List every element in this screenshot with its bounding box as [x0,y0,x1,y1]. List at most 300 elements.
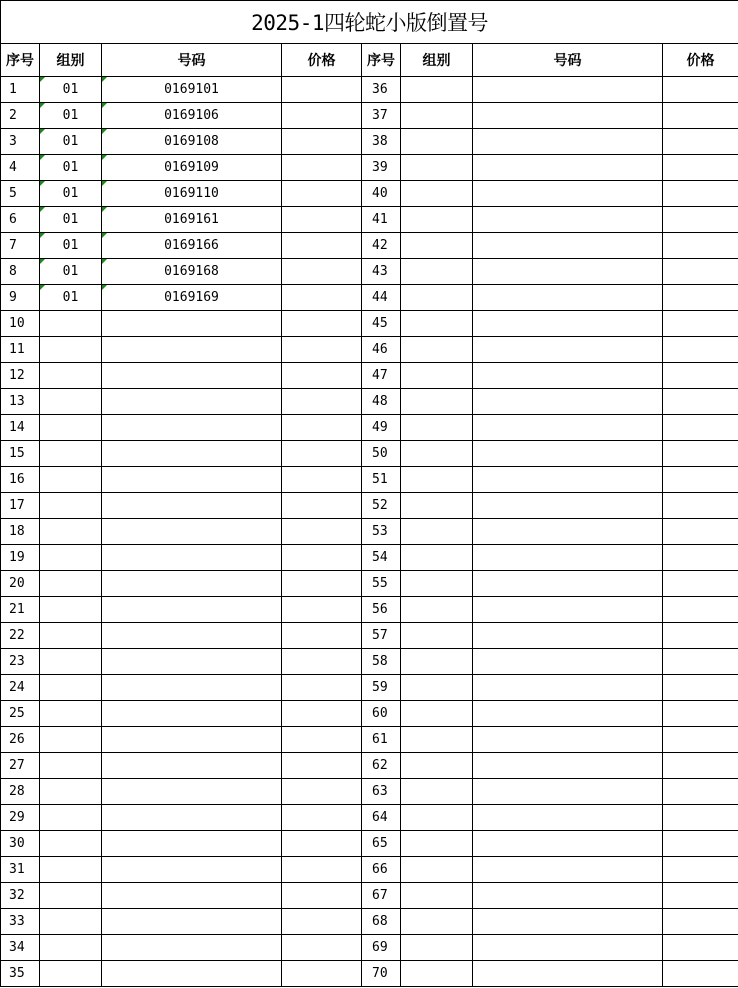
cell-seq[interactable]: 2 [1,103,40,129]
cell-number[interactable]: 0169109 [102,155,282,181]
cell-seq-right[interactable]: 62 [362,753,401,779]
cell-group[interactable] [40,467,102,493]
cell-price[interactable] [282,831,362,857]
cell-seq-right[interactable]: 70 [362,961,401,987]
cell-group-right[interactable] [401,623,473,649]
cell-number-right[interactable] [473,805,663,831]
cell-seq-right[interactable]: 59 [362,675,401,701]
cell-seq-right[interactable]: 54 [362,545,401,571]
title-row [1,1,738,44]
cell-price-right[interactable] [663,961,738,987]
cell-seq[interactable]: 8 [1,259,40,285]
cell-group[interactable]: 01 [40,77,102,103]
cell-number-right[interactable] [473,883,663,909]
cell-price-right[interactable] [663,441,738,467]
cell-number[interactable]: 0169169 [102,285,282,311]
table-row [1,597,738,623]
cell-price-right[interactable] [663,103,738,129]
cell-price[interactable] [282,415,362,441]
cell-group[interactable] [40,961,102,987]
cell-price-right[interactable] [663,805,738,831]
cell-group[interactable] [40,493,102,519]
cell-group[interactable]: 01 [40,155,102,181]
cell-price[interactable] [282,259,362,285]
cell-group-right[interactable] [401,415,473,441]
cell-number[interactable] [102,519,282,545]
header-price-right[interactable]: 价格 [663,44,738,77]
cell-price[interactable] [282,779,362,805]
cell-price-right[interactable] [663,649,738,675]
cell-seq-right[interactable]: 66 [362,857,401,883]
cell-number-right[interactable] [473,207,663,233]
cell-seq-right[interactable]: 53 [362,519,401,545]
table-row [1,831,738,857]
cell-group-right[interactable] [401,935,473,961]
table-row [1,779,738,805]
cell-seq[interactable]: 26 [1,727,40,753]
cell-group[interactable] [40,337,102,363]
cell-seq[interactable]: 17 [1,493,40,519]
cell-price-right[interactable] [663,155,738,181]
cell-group[interactable] [40,857,102,883]
cell-seq-right[interactable]: 40 [362,181,401,207]
cell-number-right[interactable] [473,831,663,857]
header-number-right[interactable]: 号码 [473,44,663,77]
cell-number-right[interactable] [473,103,663,129]
cell-seq-right[interactable]: 41 [362,207,401,233]
cell-number-right[interactable] [473,233,663,259]
cell-group[interactable] [40,571,102,597]
cell-seq[interactable]: 23 [1,649,40,675]
cell-price-right[interactable] [663,519,738,545]
cell-number-right[interactable] [473,779,663,805]
cell-number-right[interactable] [473,311,663,337]
cell-group-right[interactable] [401,545,473,571]
cell-group[interactable] [40,311,102,337]
cell-number-right[interactable] [473,285,663,311]
cell-price[interactable] [282,727,362,753]
cell-price[interactable] [282,753,362,779]
cell-seq-right[interactable]: 43 [362,259,401,285]
cell-number[interactable] [102,701,282,727]
cell-group[interactable] [40,779,102,805]
cell-price[interactable] [282,493,362,519]
cell-number[interactable] [102,571,282,597]
cell-price[interactable] [282,701,362,727]
cell-group-right[interactable] [401,207,473,233]
cell-number[interactable] [102,493,282,519]
cell-seq[interactable]: 16 [1,467,40,493]
cell-number-right[interactable] [473,675,663,701]
cell-number-right[interactable] [473,259,663,285]
cell-seq-right[interactable]: 47 [362,363,401,389]
cell-seq[interactable]: 34 [1,935,40,961]
cell-number[interactable]: 0169166 [102,233,282,259]
cell-number[interactable] [102,961,282,987]
cell-group[interactable] [40,883,102,909]
cell-price[interactable] [282,103,362,129]
cell-seq[interactable]: 12 [1,363,40,389]
cell-price-right[interactable] [663,181,738,207]
cell-number-right[interactable] [473,961,663,987]
cell-seq[interactable]: 14 [1,415,40,441]
cell-seq[interactable]: 6 [1,207,40,233]
cell-price[interactable] [282,207,362,233]
cell-number[interactable] [102,935,282,961]
cell-group[interactable] [40,649,102,675]
cell-seq-right[interactable]: 42 [362,233,401,259]
cell-group-right[interactable] [401,831,473,857]
cell-group-right[interactable] [401,727,473,753]
cell-group-right[interactable] [401,909,473,935]
cell-group-right[interactable] [401,597,473,623]
cell-seq[interactable]: 22 [1,623,40,649]
cell-price[interactable] [282,545,362,571]
cell-number-right[interactable] [473,155,663,181]
cell-group[interactable]: 01 [40,181,102,207]
cell-number-right[interactable] [473,649,663,675]
cell-group-right[interactable] [401,961,473,987]
cell-price-right[interactable] [663,129,738,155]
cell-group-right[interactable] [401,155,473,181]
cell-group-right[interactable] [401,311,473,337]
cell-group[interactable]: 01 [40,129,102,155]
cell-price-right[interactable] [663,415,738,441]
cell-number[interactable] [102,909,282,935]
table-row [1,155,738,181]
cell-number[interactable] [102,441,282,467]
cell-group-right[interactable] [401,441,473,467]
cell-group[interactable]: 01 [40,207,102,233]
cell-price-right[interactable] [663,467,738,493]
cell-seq[interactable]: 27 [1,753,40,779]
cell-group-right[interactable] [401,805,473,831]
cell-group-right[interactable] [401,493,473,519]
cell-number-right[interactable] [473,753,663,779]
cell-price[interactable] [282,805,362,831]
cell-price-right[interactable] [663,675,738,701]
cell-group-right[interactable] [401,233,473,259]
cell-price[interactable] [282,129,362,155]
cell-seq[interactable]: 11 [1,337,40,363]
cell-price[interactable] [282,623,362,649]
cell-price-right[interactable] [663,831,738,857]
cell-number[interactable] [102,805,282,831]
cell-seq-right[interactable]: 48 [362,389,401,415]
cell-number[interactable] [102,649,282,675]
cell-price-right[interactable] [663,571,738,597]
cell-seq-right[interactable]: 68 [362,909,401,935]
cell-price[interactable] [282,909,362,935]
cell-seq-right[interactable]: 64 [362,805,401,831]
cell-number-right[interactable] [473,701,663,727]
cell-seq[interactable]: 5 [1,181,40,207]
cell-price-right[interactable] [663,883,738,909]
cell-group[interactable] [40,519,102,545]
cell-price[interactable] [282,675,362,701]
cell-group-right[interactable] [401,103,473,129]
cell-price-right[interactable] [663,753,738,779]
cell-seq-right[interactable]: 45 [362,311,401,337]
table-row [1,311,738,337]
cell-group-right[interactable] [401,285,473,311]
cell-number-right[interactable] [473,337,663,363]
cell-seq-right[interactable]: 50 [362,441,401,467]
cell-number[interactable]: 0169110 [102,181,282,207]
cell-seq-right[interactable]: 39 [362,155,401,181]
cell-group[interactable]: 01 [40,285,102,311]
header-group[interactable]: 组别 [40,44,102,77]
cell-seq[interactable]: 30 [1,831,40,857]
cell-price[interactable] [282,363,362,389]
cell-seq[interactable]: 33 [1,909,40,935]
cell-price-right[interactable] [663,363,738,389]
cell-group[interactable] [40,597,102,623]
cell-price[interactable] [282,935,362,961]
cell-price-right[interactable] [663,909,738,935]
cell-seq[interactable]: 19 [1,545,40,571]
cell-seq[interactable]: 15 [1,441,40,467]
cell-seq-right[interactable]: 65 [362,831,401,857]
cell-number[interactable] [102,727,282,753]
cell-price[interactable] [282,389,362,415]
cell-price-right[interactable] [663,233,738,259]
table-body [1,77,738,987]
cell-price[interactable] [282,155,362,181]
cell-number[interactable] [102,675,282,701]
cell-price-right[interactable] [663,259,738,285]
cell-seq-right[interactable]: 60 [362,701,401,727]
cell-seq[interactable]: 13 [1,389,40,415]
cell-price[interactable] [282,571,362,597]
cell-group-right[interactable] [401,675,473,701]
cell-group-right[interactable] [401,259,473,285]
cell-number[interactable]: 0169101 [102,77,282,103]
cell-price-right[interactable] [663,77,738,103]
cell-seq[interactable]: 9 [1,285,40,311]
cell-group-right[interactable] [401,363,473,389]
cell-seq-right[interactable]: 67 [362,883,401,909]
cell-group[interactable] [40,935,102,961]
cell-number-right[interactable] [473,129,663,155]
cell-price-right[interactable] [663,597,738,623]
cell-price[interactable] [282,77,362,103]
cell-group-right[interactable] [401,857,473,883]
header-seq[interactable]: 序号 [1,44,40,77]
cell-seq[interactable]: 29 [1,805,40,831]
cell-seq[interactable]: 4 [1,155,40,181]
cell-number-right[interactable] [473,493,663,519]
cell-seq-right[interactable]: 44 [362,285,401,311]
cell-group[interactable] [40,415,102,441]
cell-seq-right[interactable]: 52 [362,493,401,519]
cell-seq[interactable]: 31 [1,857,40,883]
cell-price-right[interactable] [663,701,738,727]
header-seq-right[interactable]: 序号 [362,44,401,77]
cell-number[interactable]: 0169106 [102,103,282,129]
cell-number-right[interactable] [473,467,663,493]
cell-seq[interactable]: 7 [1,233,40,259]
cell-number-right[interactable] [473,441,663,467]
cell-group-right[interactable] [401,337,473,363]
cell-group-right[interactable] [401,883,473,909]
cell-group[interactable] [40,545,102,571]
cell-group-right[interactable] [401,467,473,493]
cell-price[interactable] [282,285,362,311]
cell-number-right[interactable] [473,77,663,103]
cell-group-right[interactable] [401,129,473,155]
cell-number-right[interactable] [473,597,663,623]
cell-seq-right[interactable]: 51 [362,467,401,493]
cell-number[interactable] [102,467,282,493]
cell-price-right[interactable] [663,389,738,415]
cell-number-right[interactable] [473,623,663,649]
table-row [1,623,738,649]
cell-seq-right[interactable]: 63 [362,779,401,805]
cell-group[interactable] [40,675,102,701]
sheet-title[interactable]: 2025-1四轮蛇小版倒置号 [1,1,738,44]
cell-number[interactable] [102,311,282,337]
cell-seq[interactable]: 35 [1,961,40,987]
cell-price-right[interactable] [663,285,738,311]
cell-seq[interactable]: 20 [1,571,40,597]
cell-number-right[interactable] [473,935,663,961]
cell-price[interactable] [282,649,362,675]
cell-number[interactable] [102,415,282,441]
cell-group-right[interactable] [401,753,473,779]
cell-number-right[interactable] [473,571,663,597]
cell-seq[interactable]: 1 [1,77,40,103]
cell-group[interactable] [40,623,102,649]
cell-price-right[interactable] [663,207,738,233]
cell-price-right[interactable] [663,623,738,649]
cell-price[interactable] [282,597,362,623]
cell-group[interactable] [40,753,102,779]
cell-number-right[interactable] [473,519,663,545]
cell-number[interactable] [102,545,282,571]
cell-seq-right[interactable]: 38 [362,129,401,155]
cell-group-right[interactable] [401,389,473,415]
cell-group[interactable] [40,909,102,935]
cell-number-right[interactable] [473,363,663,389]
cell-seq-right[interactable]: 46 [362,337,401,363]
cell-seq-right[interactable]: 49 [362,415,401,441]
cell-seq-right[interactable]: 58 [362,649,401,675]
cell-price[interactable] [282,519,362,545]
cell-number-right[interactable] [473,857,663,883]
cell-seq[interactable]: 28 [1,779,40,805]
table-row [1,415,738,441]
cell-number[interactable] [102,337,282,363]
cell-number[interactable] [102,623,282,649]
cell-group-right[interactable] [401,519,473,545]
cell-price-right[interactable] [663,779,738,805]
cell-seq-right[interactable]: 36 [362,77,401,103]
cell-group[interactable]: 01 [40,103,102,129]
cell-group[interactable] [40,363,102,389]
cell-group[interactable] [40,389,102,415]
cell-seq-right[interactable]: 56 [362,597,401,623]
cell-price[interactable] [282,857,362,883]
cell-group-right[interactable] [401,181,473,207]
cell-group-right[interactable] [401,701,473,727]
cell-group[interactable]: 01 [40,259,102,285]
cell-group[interactable] [40,831,102,857]
cell-price-right[interactable] [663,935,738,961]
cell-seq[interactable]: 21 [1,597,40,623]
cell-number[interactable]: 0169161 [102,207,282,233]
cell-number-right[interactable] [473,181,663,207]
cell-price-right[interactable] [663,337,738,363]
cell-price[interactable] [282,337,362,363]
cell-seq-right[interactable]: 55 [362,571,401,597]
cell-number-right[interactable] [473,727,663,753]
cell-number-right[interactable] [473,545,663,571]
cell-number[interactable] [102,883,282,909]
cell-seq[interactable]: 3 [1,129,40,155]
cell-seq-right[interactable]: 61 [362,727,401,753]
cell-seq[interactable]: 24 [1,675,40,701]
cell-group[interactable] [40,441,102,467]
cell-seq-right[interactable]: 69 [362,935,401,961]
cell-price[interactable] [282,883,362,909]
cell-number-right[interactable] [473,415,663,441]
cell-group[interactable] [40,727,102,753]
cell-price-right[interactable] [663,545,738,571]
cell-group-right[interactable] [401,571,473,597]
cell-number-right[interactable] [473,389,663,415]
cell-number[interactable] [102,831,282,857]
cell-seq[interactable]: 10 [1,311,40,337]
cell-price-right[interactable] [663,311,738,337]
cell-seq-right[interactable]: 57 [362,623,401,649]
cell-seq-right[interactable]: 37 [362,103,401,129]
cell-group[interactable]: 01 [40,233,102,259]
cell-group-right[interactable] [401,77,473,103]
cell-price[interactable] [282,311,362,337]
cell-price[interactable] [282,181,362,207]
cell-number[interactable] [102,389,282,415]
cell-seq[interactable]: 25 [1,701,40,727]
cell-price[interactable] [282,467,362,493]
cell-number[interactable] [102,857,282,883]
cell-price[interactable] [282,961,362,987]
cell-number[interactable]: 0169108 [102,129,282,155]
cell-group[interactable] [40,701,102,727]
cell-price-right[interactable] [663,727,738,753]
cell-group-right[interactable] [401,649,473,675]
cell-seq[interactable]: 32 [1,883,40,909]
cell-price[interactable] [282,233,362,259]
cell-price-right[interactable] [663,493,738,519]
header-group-right[interactable]: 组别 [401,44,473,77]
header-number[interactable]: 号码 [102,44,282,77]
cell-number-right[interactable] [473,909,663,935]
header-price[interactable]: 价格 [282,44,362,77]
cell-number[interactable] [102,363,282,389]
cell-number[interactable]: 0169168 [102,259,282,285]
cell-group[interactable] [40,805,102,831]
table-row [1,493,738,519]
cell-number[interactable] [102,779,282,805]
cell-group-right[interactable] [401,779,473,805]
cell-price[interactable] [282,441,362,467]
cell-number[interactable] [102,753,282,779]
cell-number[interactable] [102,597,282,623]
cell-price-right[interactable] [663,857,738,883]
table-row [1,233,738,259]
cell-seq[interactable]: 18 [1,519,40,545]
